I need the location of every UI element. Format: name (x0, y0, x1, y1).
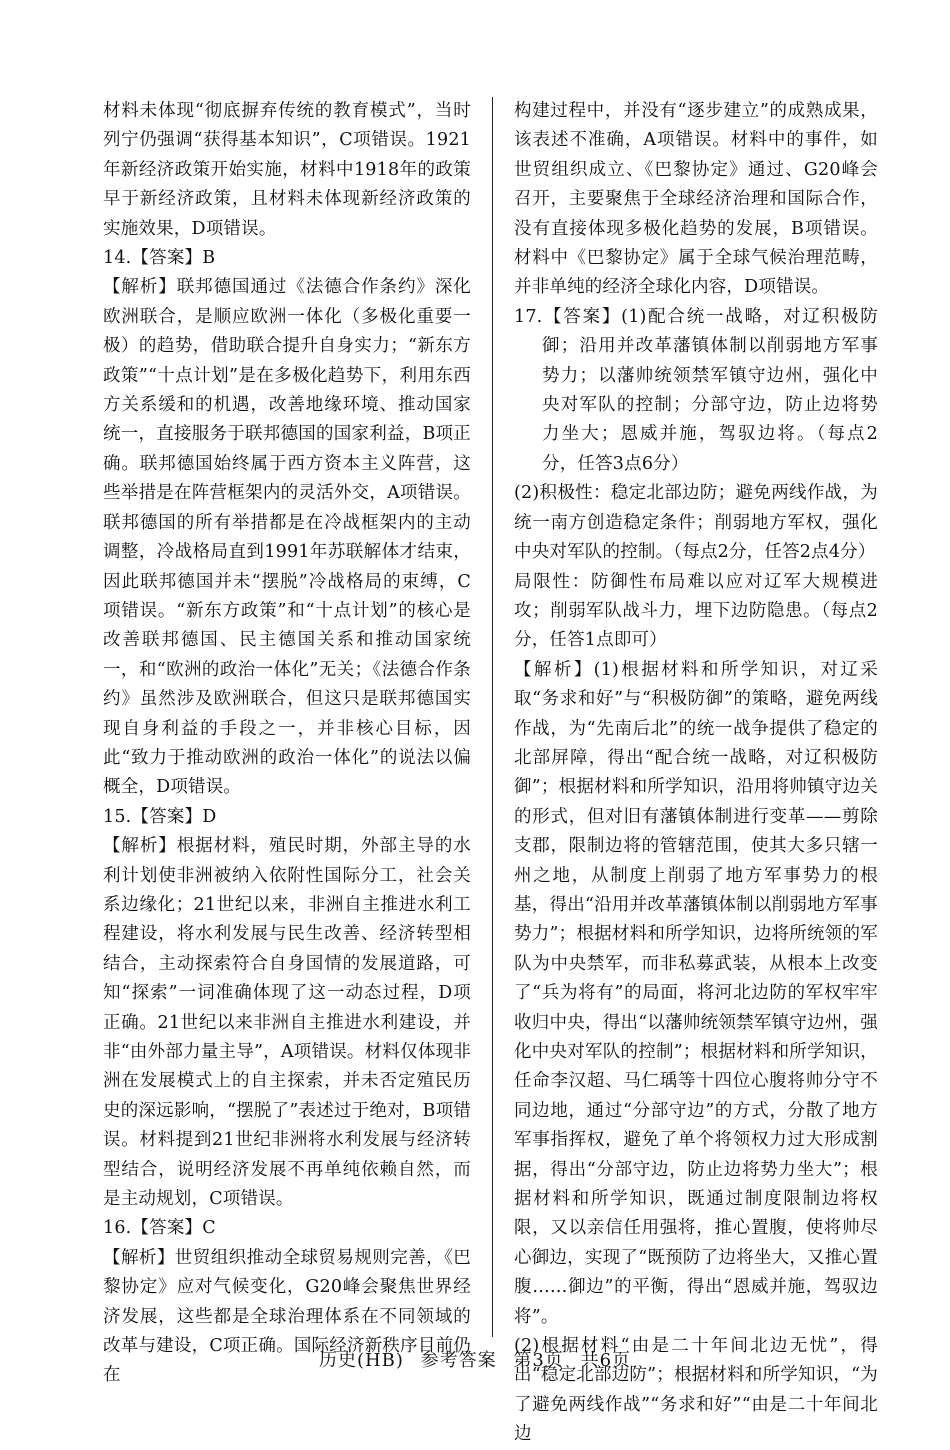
page-footer (0, 1346, 950, 1372)
analysis-17-part1: 【解析】(1)根据材料和所学知识，对辽采取“务求和好”与“积极防御”的策略，避免两线作战，为“先南后北”的统一战争提供了稳定的北部屏障，得出“配合统一战略，对辽积极防御”；根据材料和所学知识，沿用将帅镇守边关的形式，但对旧有藩镇体制进行变革——剪除支郡，限制边将的管辖范围，使其大多只辖一州之地，从制度上削弱了地方军事势力的根基，得出“沿用并改革藩镇体制以削弱地方军事势力”；根据材料和所学知识，边将所统领的军队为中央禁军，而非私募武装，从根本上改变了“兵为将有”的局面，将河北边防的军权牢牢收归中央，得出“以藩帅统领禁军镇守边州，强化中央对军队的控制”；根据材料和所学知识，任命李汉超、马仁瑀等十四位心腹将帅分守不同边地，通过“分部守边”的方式，分散了地方军事指挥权，避免了单个将领权力过大形成割据，得出“分部守边，防止边将势力坐大”；根据材料和所学知识，既通过制度限制边将权限，又以亲信任用强将，推心置腹，使将帅尽心御边，实现了“既预防了边将坐大，又推心置腹……御边”的平衡，得出“恩威并施，驾驭边将”。 (514, 659, 878, 1327)
analysis-15: 【解析】根据材料，殖民时期，外部主导的水利计划使非洲被纳入依附性国际分工，社会关系边缘化；21世纪以来，非洲自主推进水利工程建设，将水利发展与民生改善、经济转型相结合，主动探索符合自身国情的发展道路，可知“探索”一词准确体现了这一动态过程，D项正确。21世纪以来非洲自主推进水利建设，并非“由外部力量主导”，A项错误。材料仅体现非洲在发展模式上的自主探索，并未否定殖民历史的深远影响，“摆脱了”表述过于绝对，B项错误。材料提到21世纪非洲将水利发展与经济转型结合，说明经济发展不再单纯依赖自然，而是主动规划，C项错误。 (103, 836, 471, 1210)
left-column (103, 97, 471, 1391)
analysis-16-continued: 构建过程中，并没有“逐步建立”的成熟成果，该表述不准确，A项错误。材料中的事件，如世贸组织成立、《巴黎协定》通过、G20峰会召开，主要聚焦于全球经济治理和国际合作，没有直接体现多极化趋势的发展，B项错误。材料中《巴黎协定》属于全球气候治理范畴，并非单纯的经济全球化内容，D项错误。 (514, 101, 878, 298)
footer-doc-title: 参考答案 (420, 1350, 497, 1371)
right-column (514, 97, 878, 1450)
footer-page-number: 第3页 (513, 1350, 564, 1371)
paragraph-13-tail: 材料未体现“彻底摒弃传统的教育模式”，当时列宁仍强调“获得基本知识”，C项错误。1921年新经济政策开始实施，材料中1918年的政策早于新经济政策，且材料未体现新经济政策的实施效果，D项错误。 (103, 101, 471, 239)
answer-16-heading: 16.【答案】C (103, 1218, 216, 1239)
footer-subject: 历史(HB) (318, 1350, 404, 1371)
answer-15-heading: 15.【答案】D (103, 806, 217, 827)
analysis-17-part2: (2)根据材料“由是二十年间北边无忧”，得出“稳定北部边防”；根据材料和所学知识，“为了避免两线作战”“务求和好”“由是二十年间北边 (514, 1336, 878, 1445)
answer-17-part1: 17.【答案】(1)配合统一战略，对辽积极防御；沿用并改革藩镇体制以削弱地方军事势力；以藩帅统领禁军镇守边州，强化中央对军队的控制；分部守边，防止边将势力坐大；恩威并施，驾驭边将。（每点2分，任答3点6分） (514, 306, 878, 474)
analysis-14: 【解析】联邦德国通过《法德合作条约》深化欧洲联合，是顺应欧洲一体化（多极化重要一极）的趋势，借助联合提升自身实力；“新东方政策”“十点计划”是在多极化趋势下，利用东西方关系缓和的机遇，改善地缘环境、推动国家统一，直接服务于联邦德国的国家利益，B项正确。联邦德国始终属于西方资本主义阵营，这些举措是在阵营框架内的灵活外交，A项错误。联邦德国的所有举措都是在冷战框架内的主动调整，冷战格局直到1991年苏联解体才结束，因此联邦德国并未“摆脱”冷战格局的束缚，C项错误。“新东方政策”和“十点计划”的核心是改善联邦德国、民主德国关系和推动国家统一，和“欧洲的政治一体化”无关；《法德合作条约》虽然涉及欧洲联合，但这只是联邦德国实现自身利益的手段之一，并非核心目标，因此“致力于推动欧洲的政治一体化”的说法以偏概全，D项错误。 (103, 277, 471, 798)
answer-14-heading: 14.【答案】B (103, 248, 216, 269)
footer-total-pages: 共6页 (580, 1350, 632, 1371)
column-divider (492, 97, 493, 1337)
answer-17-part2-limitation: 局限性：防御性布局难以应对辽军大规模进攻；削弱军队战斗力，埋下边防隐患。（每点2分，任答1点即可） (514, 571, 878, 651)
answer-17-part2-positive: (2)积极性：稳定北部边防；避免两线作战，为统一南方创造稳定条件；削弱地方军权，强化中央对军队的控制。（每点2分，任答2点4分） (514, 483, 878, 563)
analysis-16: 【解析】世贸组织推动全球贸易规则完善，《巴黎协定》应对气候变化，G20峰会聚焦世界经济发展，这些都是全球治理体系在不同领域的改革与建设，C项正确。国际经济新秩序目前仍在 (103, 1247, 471, 1386)
